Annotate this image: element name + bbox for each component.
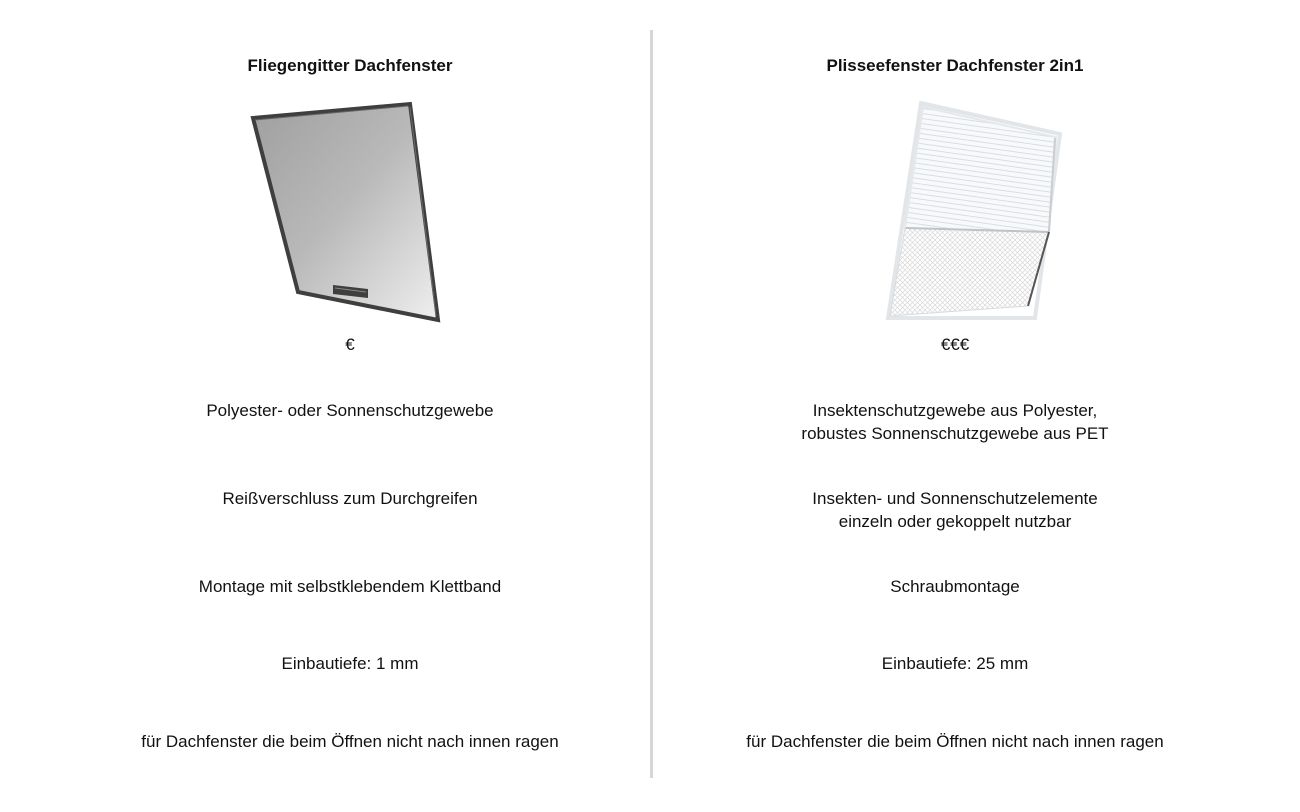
feature-zipper: Reißverschluss zum Durchgreifen <box>222 489 478 508</box>
product-title: Fliegengitter Dachfenster <box>247 56 453 75</box>
feature-window-compatibility: für Dachfenster die beim Öffnen nicht nach innen ragen <box>746 732 1164 751</box>
product-title: Plisseefenster Dachfenster 2in1 <box>826 56 1084 75</box>
feature-installation-depth: Einbautiefe: 1 mm <box>281 654 419 673</box>
column-divider <box>650 30 653 778</box>
feature-installation-depth: Einbautiefe: 25 mm <box>881 654 1029 673</box>
price-rating: € <box>345 335 355 354</box>
feature-window-compatibility: für Dachfenster die beim Öffnen nicht nach innen ragen <box>141 732 559 751</box>
pleated-window-icon <box>830 95 1080 330</box>
price-rating: €€€ <box>940 335 970 354</box>
feature-fabric: Insektenschutzgewebe aus Polyester, robustes Sonnenschutzgewebe aus PET <box>801 401 1109 443</box>
feature-elements: Insekten- und Sonnenschutzelemente einzeln oder gekoppelt nutzbar <box>812 489 1098 531</box>
product-column-pleated <box>655 0 1255 812</box>
flyscreen-window-icon <box>225 95 475 330</box>
product-column-flyscreen <box>50 0 650 812</box>
feature-mounting: Schraubmontage <box>890 577 1020 596</box>
feature-fabric: Polyester- oder Sonnenschutzgewebe <box>206 401 494 420</box>
feature-mounting: Montage mit selbstklebendem Klettband <box>198 577 502 596</box>
